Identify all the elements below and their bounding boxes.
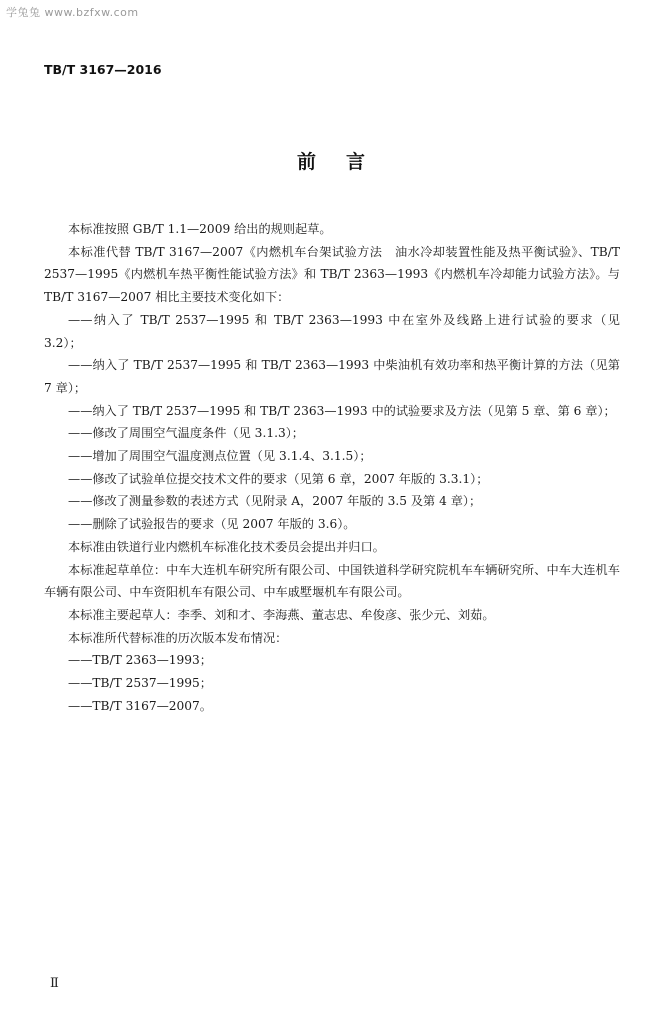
page-number: Ⅱ (50, 976, 59, 991)
paragraph: 本标准由铁道行业内燃机车标准化技术委员会提出并归口。 (68, 539, 385, 554)
paragraph: 本标准按照 GB/T 1.1—2009 给出的规则起草。 (68, 222, 332, 236)
list-item: ——纳入了 TB/T 2537—1995 和 TB/T 2363—1993 中的试验要求及方法（见第 5 章、第 6 章）； (68, 403, 616, 418)
list-item: ——增加了周围空气温度测点位置（见 3.1.4、3.1.5）； (68, 449, 372, 464)
list-item: ——TB/T 2537—1995； (68, 676, 212, 691)
list-item: ——纳入了 TB/T 2537—1995 和 TB/T 2363—1993 中在室外及线路上进行试验的要求（见 3.2）； (44, 312, 620, 350)
list-item: ——修改了测量参数的表述方式（见附录 A，2007 年版的 3.5 及第 4 章）； (68, 494, 482, 509)
list-item: ——TB/T 2363—1993； (68, 653, 212, 668)
list-item: ——TB/T 3167—2007。 (68, 698, 212, 713)
paragraph: 本标准主要起草人：李季、刘和才、李海燕、董志忠、牟俊彦、张少元、刘茹。 (68, 607, 495, 622)
list-item: ——修改了试验单位提交技术文件的要求（见第 6 章，2007 年版的 3.3.1）； (68, 471, 489, 486)
paragraph: 本标准起草单位：中车大连机车研究所有限公司、中国铁道科学研究院机车车辆研究所、中车大连机车车辆有限公司、中车资阳机车有限公司、中车戚墅堰机车有限公司。 (44, 562, 620, 600)
list-item: ——纳入了 TB/T 2537—1995 和 TB/T 2363—1993 中柴油机有效功率和热平衡计算的方法（见第 7 章）； (44, 358, 620, 395)
list-item: ——删除了试验报告的要求（见 2007 年版的 3.6）。 (68, 517, 356, 532)
list-item: ——修改了周围空气温度条件（见 3.1.3）； (68, 426, 304, 441)
document-code: TB/T 3167—2016 (44, 62, 162, 77)
paragraph: 本标准所代替标准的历次版本发布情况： (68, 630, 288, 645)
watermark-text: 学兔兔 www.bzfxw.com (6, 6, 139, 19)
foreword-body (44, 218, 620, 717)
paragraph: 本标准代替 TB/T 3167—2007《内燃机车台架试验方法 油水冷却装置性能及热平衡试验》、TB/T 2537—1995《内燃机车热平衡性能试验方法》和 TB/T 2363—1993《内燃机车冷却能力试验方法》。与 TB/T 3167—2007 相比主要技术变化如下： (44, 244, 620, 305)
page-title: 前言 (296, 151, 395, 173)
